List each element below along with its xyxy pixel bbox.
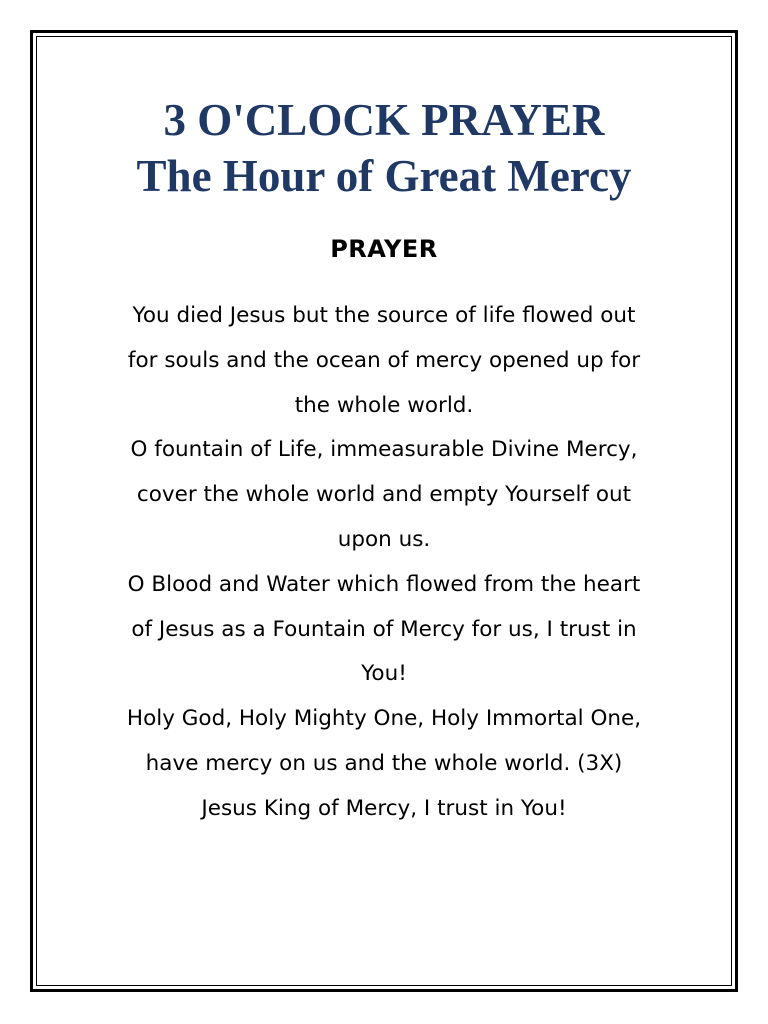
prayer-text xyxy=(60,294,708,832)
page-subtitle: The Hour of Great Mercy xyxy=(136,151,632,201)
section-heading: PRAYER xyxy=(330,235,438,263)
prayer-line: Holy God, Holy Mighty One, Holy Immortal One, xyxy=(126,706,642,732)
prayer-line: for souls and the ocean of mercy opened up for xyxy=(127,347,641,373)
prayer-line: cover the whole world and empty Yourself out xyxy=(136,482,632,508)
page-title: 3 O'CLOCK PRAYER xyxy=(163,95,605,145)
prayer-line: of Jesus as a Fountain of Mercy for us, I trust in xyxy=(131,616,637,642)
page-content xyxy=(60,92,708,832)
prayer-line: You died Jesus but the source of life flowed out xyxy=(132,303,636,328)
prayer-line: the whole world. xyxy=(294,392,474,418)
prayer-line: You! xyxy=(361,661,407,687)
prayer-line: have mercy on us and the whole world. (3X) xyxy=(145,750,623,776)
prayer-line: O fountain of Life, immeasurable Divine Mercy, xyxy=(130,437,638,463)
prayer-line: upon us. xyxy=(337,526,431,552)
prayer-line: Jesus King of Mercy, I trust in You! xyxy=(201,795,567,821)
prayer-line: O Blood and Water which flowed from the heart xyxy=(127,571,641,597)
